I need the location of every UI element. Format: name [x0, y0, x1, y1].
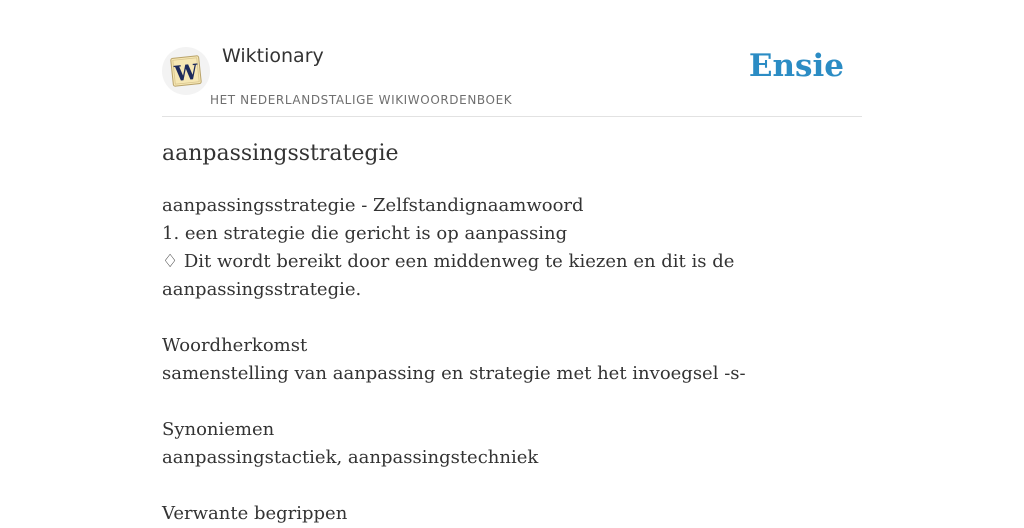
- main-content: [162, 138, 862, 528]
- definition-text: 1. een strategie die gericht is op aanpassing: [162, 223, 568, 244]
- header: [162, 0, 862, 117]
- definition-heading: aanpassingsstrategie - Zelfstandignaamwoord: [162, 195, 584, 216]
- page-title: aanpassingsstrategie: [162, 141, 399, 166]
- svg-text:W: W: [173, 58, 200, 87]
- spacer: [162, 304, 862, 332]
- wiktionary-logo-icon: [162, 47, 210, 95]
- etymology-text: samenstelling van aanpassing en strategie met het invoegsel -s-: [162, 363, 746, 384]
- etymology-heading: Woordherkomst: [162, 335, 308, 356]
- example-sentence: ♢ Dit wordt bereikt door een middenweg te kiezen en dit is de aanpassingsstrategie.: [162, 251, 735, 300]
- spacer: [162, 388, 862, 416]
- brand-logo[interactable]: Ensie: [748, 48, 844, 84]
- synonyms-heading: Synoniemen: [162, 419, 275, 440]
- related-terms-heading: Verwante begrippen: [162, 503, 348, 524]
- entry-body: [162, 192, 862, 528]
- source-name[interactable]: Wiktionary: [222, 45, 324, 67]
- spacer: [162, 472, 862, 500]
- synonyms-text: aanpassingstactiek, aanpassingstechniek: [162, 447, 539, 468]
- source-tagline: HET NEDERLANDSTALIGE WIKIWOORDENBOEK: [210, 93, 513, 107]
